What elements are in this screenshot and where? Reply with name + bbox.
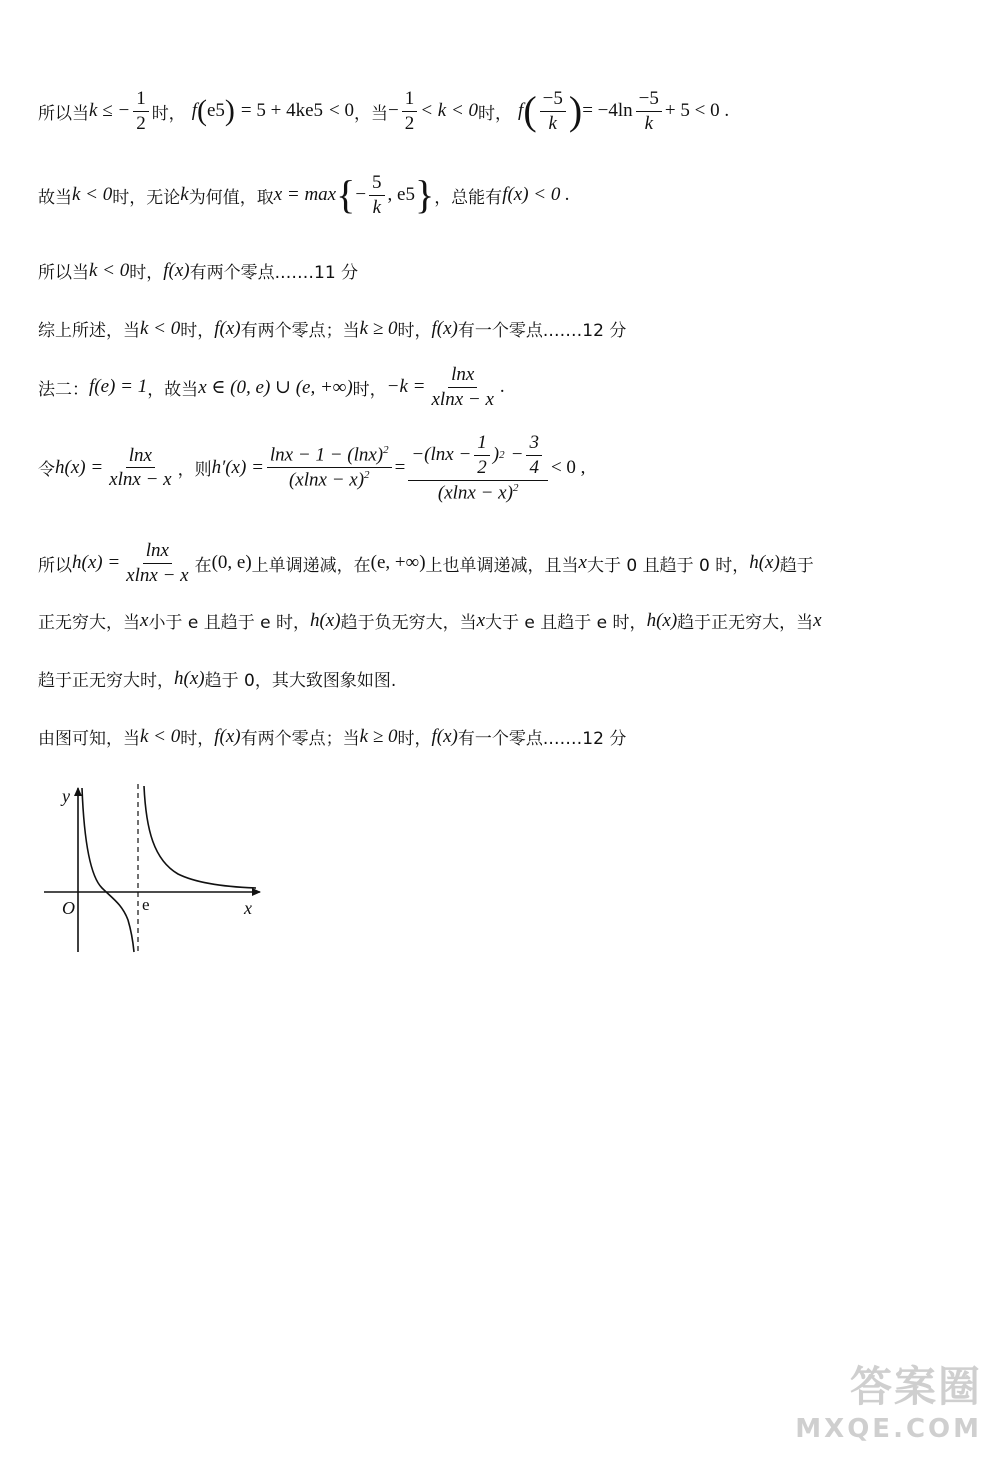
text: 在 [194, 555, 212, 576]
denominator: k [644, 112, 653, 134]
fraction [106, 445, 174, 492]
text: 上也单调递减，且当 [425, 555, 579, 576]
text: 大于 0 且趋于 0 时， [586, 555, 750, 576]
math: f(e) = 1 [89, 376, 148, 398]
text: 所以当 [38, 103, 89, 124]
math: x [813, 609, 822, 631]
math: + 5 < 0 . [664, 100, 730, 122]
text: 时， [397, 729, 432, 749]
fraction [267, 444, 392, 491]
denominator: xlnx − x [126, 564, 189, 586]
denominator: 2 [404, 112, 415, 134]
denominator: xlnx − x [431, 388, 494, 410]
text: ，则 [177, 460, 212, 481]
numerator: −5 [540, 88, 566, 112]
math: 2 [364, 469, 370, 482]
math: − [510, 444, 524, 466]
text-line-8 [38, 608, 822, 633]
math: (xlnx − x) [437, 482, 513, 504]
text: ，总能有 [434, 187, 503, 208]
numerator: 3 [526, 432, 542, 456]
paren: ) [224, 94, 235, 128]
math: , e [387, 184, 406, 206]
text-line-9 [38, 666, 396, 691]
text: 有一个零点.……12 分 [457, 321, 627, 341]
text: 为何值，取 [188, 187, 274, 208]
math: −(lnx − [411, 444, 472, 466]
fraction [526, 432, 542, 479]
function-graph [38, 780, 278, 960]
text-line-6 [38, 432, 585, 504]
text: 时， [180, 321, 215, 341]
math: = [394, 456, 406, 478]
text: 有两个零点.……11 分 [189, 263, 359, 283]
text-line-7 [38, 540, 814, 587]
math: f(x) [214, 725, 241, 747]
text: 由图可知，当 [38, 729, 140, 749]
text: 综上所述，当 [38, 321, 140, 341]
text: 时， [352, 379, 387, 400]
text: 令 [38, 460, 55, 481]
watermark-url: MXQE.COM [795, 1414, 982, 1444]
text: ，当 [354, 103, 388, 124]
math: = 5 + 4ke [240, 100, 314, 122]
watermark-text: 答案圈 [849, 1362, 982, 1411]
paren: ( [196, 94, 207, 128]
text-line-5 [38, 364, 505, 411]
math: − [355, 184, 367, 206]
math: h(x) [646, 609, 678, 631]
math: h(x) = [55, 456, 104, 478]
fraction [123, 540, 191, 587]
text: 时， [151, 103, 186, 124]
math: < 0 , [550, 456, 586, 478]
denominator: k [548, 112, 557, 134]
text: ，故当 [147, 379, 199, 400]
text-line-4 [38, 316, 626, 341]
text: 趋于正无穷大，当 [677, 613, 814, 633]
math: h(x) [309, 609, 341, 631]
math: x [476, 609, 486, 631]
text: 有两个零点；当 [240, 729, 360, 749]
text: 时，无论 [112, 187, 181, 208]
math: ) [492, 444, 500, 466]
math: h(x) [174, 667, 205, 689]
text: 时， [180, 729, 215, 749]
text: 故当 [38, 187, 72, 208]
text: 时， [397, 321, 432, 341]
math: 5 [215, 100, 225, 122]
fraction [402, 88, 418, 135]
numerator: 1 [133, 88, 149, 112]
math: − [388, 100, 399, 122]
math: h(x) = [72, 552, 121, 574]
math: lnx − 1 − (lnx) [269, 444, 384, 466]
math: k [180, 184, 189, 206]
math: x [578, 552, 587, 574]
text: 有一个零点.……12 分 [457, 729, 627, 749]
brace: { [336, 172, 356, 218]
fraction [636, 88, 662, 135]
text: 趋于正无穷大时， [38, 671, 174, 691]
numerator: lnx [448, 364, 477, 388]
text-line-1 [38, 88, 729, 135]
math: h′(x) = [211, 456, 264, 478]
paren: ) [568, 88, 583, 134]
math: f [191, 100, 197, 122]
text: 趋于 0，其大致图象如图. [204, 671, 397, 691]
math: k < 0 [140, 317, 181, 339]
denominator: k [372, 196, 382, 218]
text: 有两个零点；当 [240, 321, 360, 341]
math: f(x) [431, 725, 458, 747]
fraction [540, 88, 566, 135]
fraction [408, 432, 548, 504]
curve-left-branch [82, 788, 134, 952]
fraction [369, 172, 385, 219]
text-line-2 [38, 172, 570, 219]
math: x ∈ (0, e) ∪ (e, +∞) [198, 376, 353, 398]
math: f(x) < 0 . [502, 184, 570, 206]
text: 趋于 [779, 555, 814, 576]
text: 小于 e 且趋于 e 时， [148, 613, 310, 633]
math: f [518, 100, 524, 122]
denominator: xlnx − x [109, 469, 172, 491]
math: k ≥ 0 [359, 317, 398, 339]
numerator: lnx [126, 445, 155, 469]
math: (xlnx − x) [288, 469, 365, 491]
math: e [206, 100, 216, 122]
text: 所以当 [38, 263, 89, 283]
text: 趋于负无穷大，当 [340, 613, 477, 633]
text-line-3 [38, 258, 358, 283]
math: 5 [313, 100, 324, 122]
math: < 0 [329, 100, 354, 122]
watermark-logo [795, 1354, 982, 1444]
text: 正无穷大，当 [38, 613, 140, 633]
math: < k < 0 [420, 100, 479, 122]
e-label: e [142, 895, 150, 914]
math: 2 [383, 444, 389, 457]
brace: } [414, 172, 435, 218]
text: 上单调递减，在 [251, 555, 371, 576]
math: k < 0 [140, 725, 181, 747]
denominator: 2 [136, 112, 146, 134]
math: . [499, 376, 505, 398]
math: (e, +∞) [370, 552, 426, 574]
text: 时， [129, 263, 164, 283]
math: k ≥ 0 [359, 725, 398, 747]
math: k < 0 [72, 184, 113, 206]
math: h(x) [749, 552, 780, 574]
fraction [133, 88, 149, 135]
text: 时， [478, 103, 513, 124]
curve-right-branch [144, 786, 256, 888]
denominator: 2 [477, 456, 487, 478]
math: −k = [386, 376, 426, 398]
math: x = max [273, 184, 337, 206]
math: f(x) [431, 317, 458, 339]
math: = −4ln [582, 100, 633, 122]
math: k < 0 [89, 259, 130, 281]
x-axis-label: x [244, 898, 252, 918]
math: 2 [499, 449, 505, 462]
math: f(x) [214, 317, 241, 339]
numerator: 1 [474, 432, 490, 456]
fraction [474, 432, 490, 479]
paren: ( [523, 88, 537, 134]
text: 所以 [38, 555, 72, 576]
text-line-10 [38, 724, 626, 749]
math: x [140, 609, 149, 631]
text: 大于 e 且趋于 e 时， [485, 613, 647, 633]
origin-label: O [62, 898, 75, 918]
math: f(x) [163, 259, 190, 281]
numerator: 1 [402, 88, 418, 112]
denominator: 4 [529, 456, 539, 478]
math: k ≤ − [89, 100, 131, 122]
y-axis-label: y [62, 786, 70, 806]
math: 5 [405, 184, 415, 206]
math: (0, e) [211, 552, 252, 574]
numerator: −5 [636, 88, 662, 112]
text: 法二： [38, 379, 89, 400]
numerator: 5 [369, 172, 385, 196]
math: 2 [512, 481, 519, 494]
numerator: lnx [143, 540, 172, 564]
fraction [428, 364, 496, 411]
